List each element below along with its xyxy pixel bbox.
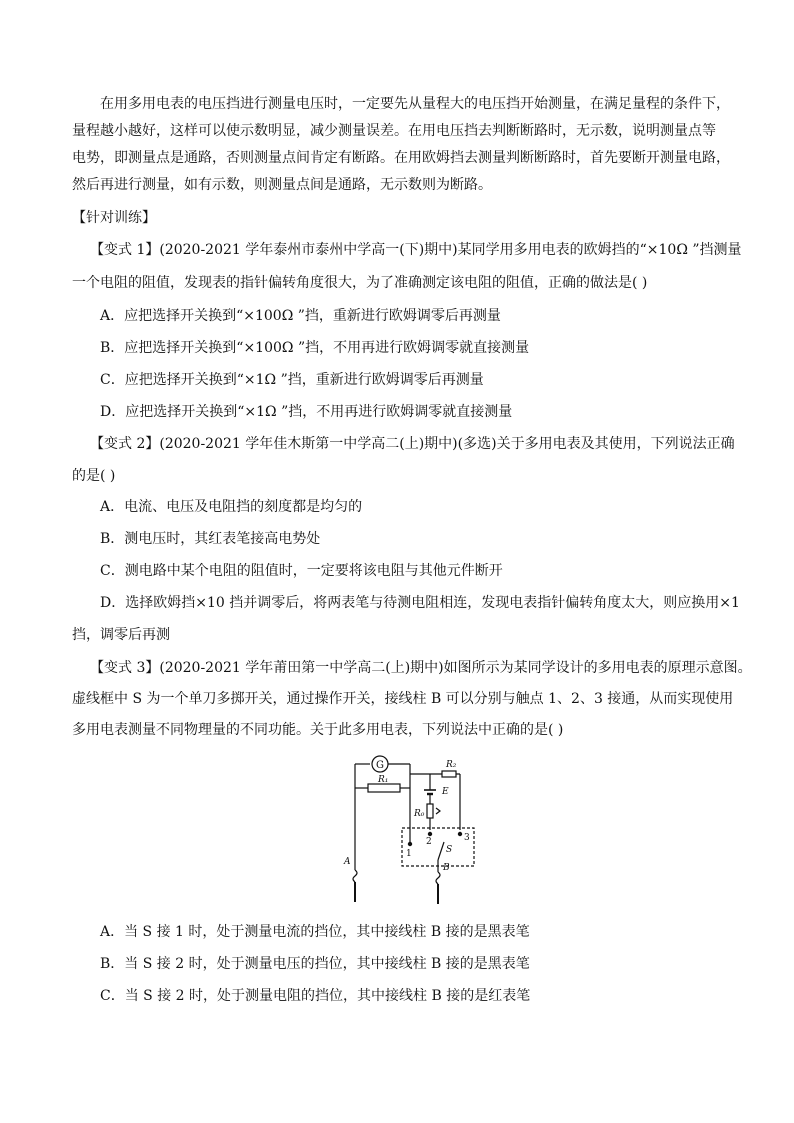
switch-label: S <box>446 845 453 855</box>
q3-stem-line-2: 虚线框中 S 为一个单刀多掷开关，通过操作开关，接线柱 B 可以分别与触点 1、2、3 接通，从而实现使用 <box>72 691 734 707</box>
emf-label: E <box>442 787 449 797</box>
switch-blade <box>438 842 444 860</box>
q2-stem-line-1: 【变式 2】(2020-2021 学年佳木斯第一中学高二(上)期中)(多选)关于多用电表及其使用，下列说法正确 <box>90 436 735 452</box>
q1-stem-line-2: 一个电阻的阻值，发现表的指针偏转角度很大，为了准确测定该电阻的阻值，正确的做法是( ) <box>72 275 648 291</box>
contact-3-label: 3 <box>464 833 470 843</box>
probe-b-lead <box>436 872 440 884</box>
q2-option-c: C．测电路中某个电阻的阻值时，一定要将该电阻与其他元件断开 <box>100 563 503 579</box>
rheostat-r0 <box>427 804 433 818</box>
q3-option-a: A．当 S 接 1 时，处于测量电流的挡位，其中接线柱 B 接的是黑表笔 <box>100 924 530 940</box>
intro-line-2: 量程越小越好，这样可以使示数明显，减少测量误差。在用电压挡去判断断路时，无示数，说明测量点等 <box>72 123 716 139</box>
q1-option-c: C．应把选择开关换到“×1Ω ”挡，重新进行欧姆调零后再测量 <box>100 372 484 388</box>
q2-stem-line-2: 的是( ) <box>72 468 116 484</box>
q3-option-b: B．当 S 接 2 时，处于测量电压的挡位，其中接线柱 B 接的是黑表笔 <box>100 956 530 972</box>
r0-label: R₀ <box>414 809 425 819</box>
q1-option-a: A．应把选择开关换到“×100Ω ”挡，重新进行欧姆调零后再测量 <box>100 308 501 324</box>
q2-option-b: B．测电压时，其红表笔接高电势处 <box>100 531 321 547</box>
q1-option-d: D．应把选择开关换到“×1Ω ”挡，不用再进行欧姆调零就直接测量 <box>100 404 513 420</box>
contact-2-dot <box>428 832 431 835</box>
q3-stem-line-3: 多用电表测量不同物理量的不同功能。关于此多用电表，下列说法中正确的是( ) <box>72 722 564 738</box>
q3-stem-line-1: 【变式 3】(2020-2021 学年莆田第一中学高二(上)期中)如图所示为某同学设计的多用电表的原理示意图。 <box>90 660 752 676</box>
intro-line-4: 然后再进行测量，如有示数，则测量点间是通路，无示数则为断路。 <box>72 177 492 193</box>
section-heading: 【针对训练】 <box>72 210 156 226</box>
intro-line-3: 电势，即测量点是通路，否则测量点间肯定有断路。在用欧姆挡去测量判断断路时，首先要断开测量电路， <box>72 150 730 166</box>
r1-label: R₁ <box>378 775 389 785</box>
q1-option-b: B．应把选择开关换到“×100Ω ”挡，不用再进行欧姆调零就直接测量 <box>100 340 530 356</box>
galvanometer-label: G <box>376 760 384 771</box>
rheostat-slider <box>436 808 440 814</box>
probe-a-lead <box>353 870 357 882</box>
q2-option-d: D．选择欧姆挡×10 挡并调零后，将两表笔与待测电阻相连，发现电表指针偏转角度太大，则应换用×1 <box>100 595 740 611</box>
terminal-b-label: B <box>443 863 450 873</box>
q3-option-c: C．当 S 接 2 时，处于测量电阻的挡位，其中接线柱 B 接的是红表笔 <box>100 988 531 1004</box>
contact-3-dot <box>458 832 461 835</box>
multimeter-circuit-diagram <box>330 752 490 912</box>
terminal-a-label: A <box>344 857 351 867</box>
contact-1-dot <box>408 842 411 845</box>
q2-option-d-continued: 挡，调零后再测 <box>72 627 170 643</box>
r2-label: R₂ <box>446 760 457 770</box>
intro-line-1: 在用多用电表的电压挡进行测量电压时，一定要先从量程大的电压挡开始测量，在满足量程的条件下， <box>100 96 730 112</box>
resistor-r2 <box>442 771 456 777</box>
q1-stem-line-1: 【变式 1】(2020-2021 学年泰州市泰州中学高一(下)期中)某同学用多用电表的欧姆挡的“×10Ω ”挡测量 <box>90 242 742 258</box>
resistor-r1 <box>368 784 400 792</box>
contact-1-label: 1 <box>406 849 412 859</box>
contact-2-label: 2 <box>426 837 432 847</box>
q2-option-a: A．电流、电压及电阻挡的刻度都是均匀的 <box>100 499 363 515</box>
